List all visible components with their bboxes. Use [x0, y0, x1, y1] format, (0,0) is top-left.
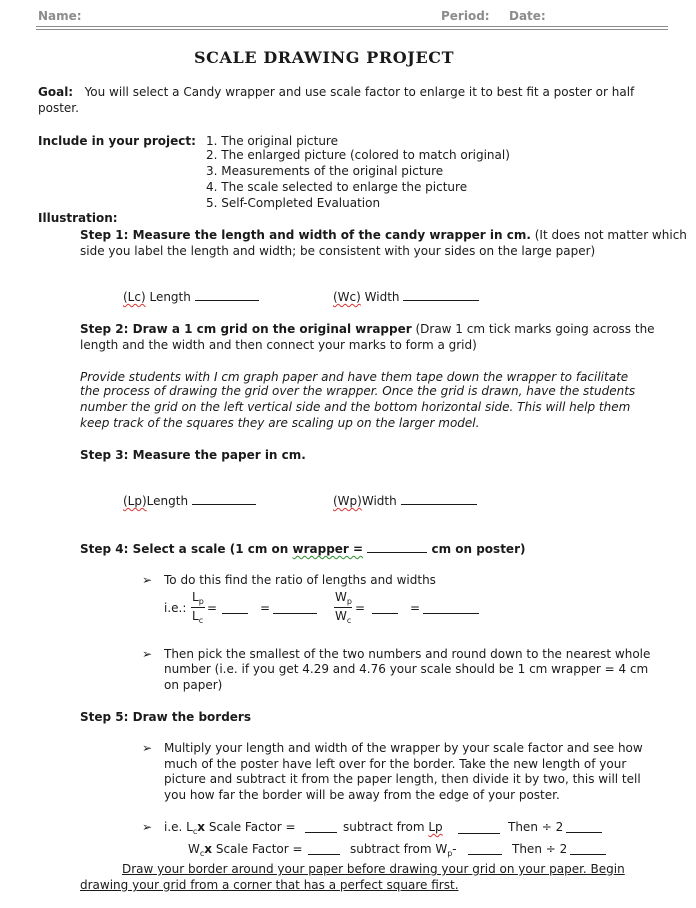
bullet-arrow-icon: ➢: [142, 741, 153, 755]
wp-subtract-blank[interactable]: [468, 843, 502, 855]
step1-heading: Step 1: Measure the length and width of the candy wrapper in cm.: [80, 228, 531, 242]
wc-width-field: [333, 289, 479, 305]
lc-length-blank[interactable]: [195, 289, 259, 301]
step4-bullet2-line2: number (i.e. if you get 4.29 and 4.76 your scale should be 1 cm wrapper = 4 cm: [164, 662, 649, 676]
wp-width-label: Width: [361, 494, 397, 508]
step4-bullet2-line3: on paper): [164, 678, 223, 692]
lc-code: (Lc): [123, 290, 146, 304]
width-result-blank[interactable]: [423, 602, 479, 614]
subtract-from-lp: subtract from Lp: [343, 820, 443, 834]
page-title: SCALE DRAWING PROJECT: [194, 48, 455, 67]
step2-heading: Step 2: Draw a 1 cm grid on the original wrapper: [80, 322, 412, 336]
lp-length-field: [123, 493, 256, 509]
lc-length-field: [123, 289, 259, 305]
lp-numerator: $L_p$: [192, 590, 204, 606]
goal-text-line2: poster.: [38, 101, 79, 115]
step4-heading-a: Step 4: Select a scale (1 cm on: [80, 542, 293, 556]
include-item-5: 5. Self-Completed Evaluation: [206, 196, 381, 210]
step4-bullet2-line1: Then pick the smallest of the two numbers and round down to the nearest whole: [164, 647, 651, 661]
name-label: Name:: [38, 9, 82, 23]
final-note-line1: Draw your border around your paper before drawing your grid on your paper. Begin: [122, 862, 625, 876]
wp-code: (Wp): [333, 494, 362, 508]
step5-heading: Step 5: Draw the borders: [80, 710, 251, 724]
wc-scale-row: $W_cx$ Scale Factor =: [188, 842, 303, 858]
wc-width-blank[interactable]: [403, 289, 479, 301]
wp-width-blank[interactable]: [401, 493, 477, 505]
step4-heading: [80, 541, 525, 557]
step2-line2: length and the width and then connect your marks to form a grid): [80, 338, 477, 352]
step2-note-line4: keep track of the squares they are scaling up on the larger model.: [80, 416, 480, 430]
step3-heading: Step 3: Measure the paper in cm.: [80, 448, 306, 462]
bullet-arrow-icon: ➢: [142, 573, 153, 587]
include-item-1: 1. The original picture: [206, 134, 338, 148]
width-border-blank[interactable]: [570, 843, 606, 855]
length-ratio-blank[interactable]: [222, 602, 248, 614]
wrapper-word: wrapper =: [292, 542, 364, 556]
step4-heading-b: cm on poster): [427, 542, 526, 556]
step1-line1: [80, 227, 687, 243]
step5-bullet1-line2: much of the poster have left over for the border. Take the new length of your: [164, 757, 627, 771]
length-eq-2: =: [260, 601, 271, 615]
length-eq-1: =: [207, 601, 218, 615]
step2-rest: (Draw 1 cm tick marks going across the: [411, 322, 655, 336]
date-label: Date:: [509, 9, 546, 23]
width-eq-2: =: [410, 601, 421, 615]
then-divide-label-1: Then ÷ 2: [508, 820, 564, 834]
goal-label: Goal:: [38, 85, 74, 99]
length-result-blank[interactable]: [273, 602, 317, 614]
wp-numerator: $W_p$: [335, 590, 352, 606]
step5-bullet1-line3: picture and subtract it from the paper length, then divide it by two, this will tell: [164, 772, 641, 786]
include-item-4: 4. The scale selected to enlarge the picture: [206, 180, 468, 194]
illustration-label: Illustration:: [38, 211, 118, 225]
include-item-3: 3. Measurements of the original picture: [206, 164, 444, 178]
lc-scale-row: i.e. $L_cx$ Scale Factor =: [164, 820, 296, 836]
step1-line2: side you label the length and width; be consistent with your sides on the large paper): [80, 244, 596, 258]
step2-note-line3: number the grid on the left vertical side and the bottom horizontal side. This will help them: [80, 400, 631, 414]
wc-width-label: Width: [360, 290, 400, 304]
lp-subtract-blank[interactable]: [458, 833, 500, 834]
step2-note-line1: Provide students with I cm graph paper and have them tape down the wrapper to facilitate: [80, 370, 629, 384]
lp-code: (Lp): [123, 494, 147, 508]
step5-bullet1-line4: you how far the border will be away from the edge of your poster.: [164, 788, 560, 802]
wc-denominator: $W_c$: [335, 609, 352, 625]
lp-length-blank[interactable]: [192, 493, 256, 505]
final-note-line2: drawing your grid from a corner that has a perfect square first.: [80, 878, 459, 892]
header-rule-top: [36, 26, 668, 27]
bullet-arrow-icon: ➢: [142, 647, 153, 661]
width-eq-1: =: [355, 601, 366, 615]
period-label: Period:: [441, 9, 490, 23]
subtract-from-wp: subtract from $W_p-$: [350, 842, 457, 858]
bullet-arrow-icon: ➢: [142, 820, 153, 834]
step1-rest: (It does not matter which: [530, 228, 687, 242]
wc-code: (Wc): [333, 290, 361, 304]
length-fraction-bar: [191, 607, 205, 608]
step4-bullet1: To do this find the ratio of lengths and widths: [164, 573, 436, 587]
header-rule-bottom: [36, 29, 668, 30]
step2-line1: [80, 321, 655, 337]
include-item-2: 2. The enlarged picture (colored to match original): [206, 148, 510, 162]
lp-length-label: Length: [146, 494, 189, 508]
width-fraction-bar: [334, 607, 352, 608]
wp-width-field: [333, 493, 477, 509]
scale-blank[interactable]: [367, 541, 427, 553]
include-label: Include in your project:: [38, 134, 196, 148]
lc-length-label: Length: [145, 290, 191, 304]
step2-note-line2: the process of drawing the grid over the wrapper. Once the grid is drawn, have the students: [80, 384, 636, 398]
lc-scale-blank[interactable]: [305, 821, 337, 833]
goal-line: [38, 84, 634, 100]
width-ratio-blank[interactable]: [372, 602, 398, 614]
length-border-blank[interactable]: [566, 821, 602, 833]
wc-scale-blank[interactable]: [308, 843, 340, 855]
step5-bullet1-line1: Multiply your length and width of the wrapper by your scale factor and see how: [164, 741, 643, 755]
then-divide-label-2: Then ÷ 2: [512, 842, 568, 856]
goal-text: You will select a Candy wrapper and use scale factor to enlarge it to best fit a poster or half: [84, 85, 635, 99]
ie-label: i.e.:: [164, 601, 187, 615]
lp-code: Lp: [428, 820, 443, 834]
lc-denominator: $L_c$: [192, 609, 204, 625]
